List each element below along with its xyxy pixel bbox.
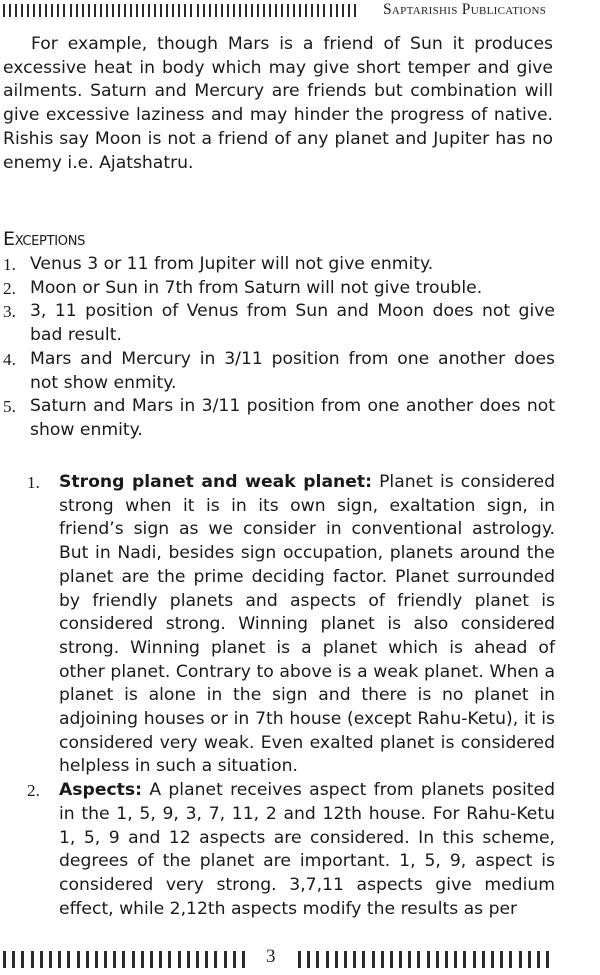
decorative-bar	[293, 4, 295, 17]
list-item	[0, 253, 555, 277]
decorative-bar	[281, 4, 283, 17]
decorative-bar	[269, 4, 271, 17]
decorative-bar	[299, 4, 301, 17]
decorative-bar	[178, 951, 181, 968]
decorative-bar	[39, 4, 41, 17]
decorative-bar	[427, 951, 430, 968]
decorative-bar	[323, 4, 325, 17]
decorative-bar	[275, 4, 277, 17]
decorative-bar	[311, 4, 313, 17]
decorative-bar	[112, 4, 114, 17]
decorative-bar	[150, 951, 153, 968]
decorative-bar	[316, 951, 319, 968]
decorative-bar	[221, 4, 223, 17]
concept-title: Strong planet and weak planet:	[59, 472, 373, 492]
decorative-bar	[3, 4, 5, 17]
decorative-bar	[242, 951, 245, 968]
decorative-bar	[154, 4, 156, 17]
decorative-bar	[482, 951, 485, 968]
section-heading-exceptions: Exceptions	[3, 228, 86, 250]
decorative-bar	[122, 951, 125, 968]
decorative-bar	[168, 951, 171, 968]
decorative-bar	[88, 4, 90, 17]
decorative-bar	[454, 951, 457, 968]
list-item	[0, 300, 555, 347]
decorative-bar	[399, 951, 402, 968]
decorative-bar	[257, 4, 259, 17]
decorative-bar	[63, 4, 65, 17]
publisher-name: Saptarishis Publications	[383, 1, 547, 18]
concepts-list	[0, 471, 555, 921]
decorative-bar	[233, 4, 235, 17]
list-item-number: 4.	[3, 349, 16, 369]
decorative-bar	[473, 951, 476, 968]
decorative-bar	[227, 4, 229, 17]
list-item	[0, 395, 555, 442]
decorative-bar	[287, 4, 289, 17]
decorative-bar	[408, 951, 411, 968]
decorative-bar	[70, 4, 72, 17]
list-item-number: 2.	[27, 781, 40, 801]
decorative-bar	[445, 951, 448, 968]
decorative-bar	[21, 4, 23, 17]
decorative-bar	[519, 951, 522, 968]
decorative-bar	[21, 951, 24, 968]
list-item-number: 5.	[3, 397, 16, 417]
decorative-bar	[58, 951, 61, 968]
decorative-bar	[362, 951, 365, 968]
decorative-bar	[77, 951, 80, 968]
list-item-number: 1.	[27, 473, 40, 492]
list-item	[0, 348, 555, 395]
list-item-text	[59, 779, 555, 921]
decorative-bar	[57, 4, 59, 17]
decorative-bar	[203, 4, 205, 17]
decorative-bar	[31, 951, 34, 968]
decorative-bar	[417, 951, 420, 968]
decorative-bar	[49, 951, 52, 968]
decorative-bar	[190, 4, 192, 17]
decorative-bar	[113, 951, 116, 968]
list-item	[0, 277, 555, 301]
decorative-bar	[86, 951, 89, 968]
decorative-bar	[546, 951, 549, 968]
decorative-bar	[67, 951, 70, 968]
decorative-bar	[124, 4, 126, 17]
decorative-bar	[118, 4, 120, 17]
decorative-bar	[136, 4, 138, 17]
decorative-bar	[178, 4, 180, 17]
decorative-bar	[537, 951, 540, 968]
list-item-text: Mars and Mercury in 3/11 position from one another does not show enmity.	[30, 348, 555, 393]
decorative-bar	[224, 951, 227, 968]
decorative-bar	[3, 951, 6, 968]
decorative-bar	[184, 4, 186, 17]
list-item-number: 1.	[3, 255, 16, 274]
decorative-bar	[239, 4, 241, 17]
decorative-bar	[491, 951, 494, 968]
decorative-bar	[233, 951, 236, 968]
decorative-bar	[104, 951, 107, 968]
decorative-bar	[142, 4, 144, 17]
decorative-bar	[436, 951, 439, 968]
intro-paragraph: For example, though Mars is a friend of Sun it produces excessive heat in body which may give short temper and give ailments. Saturn and Mercury are friends but combination will give excessive laziness and may hinder the progress of native. Rishis say Moon is not a friend of any planet and Jupiter has no enemy i.e. Ajatshatru.	[3, 34, 553, 173]
decorative-bar	[205, 951, 208, 968]
decorative-bar	[500, 951, 503, 968]
decorative-bar	[27, 4, 29, 17]
header-decorative-bars	[3, 3, 360, 17]
decorative-bar	[353, 951, 356, 968]
list-item-text: Venus 3 or 11 from Jupiter will not give enmity.	[30, 254, 434, 274]
decorative-bar	[76, 4, 78, 17]
decorative-bar	[214, 951, 217, 968]
list-item-text: 3, 11 position of Venus from Sun and Moon does not give bad result.	[30, 301, 555, 346]
decorative-bar	[330, 4, 332, 17]
decorative-bar	[9, 4, 11, 17]
decorative-bar	[197, 4, 199, 17]
decorative-bar	[94, 4, 96, 17]
decorative-bar	[159, 951, 162, 968]
decorative-bar	[344, 951, 347, 968]
decorative-bar	[148, 4, 150, 17]
decorative-bar	[215, 4, 217, 17]
concept-item-strong-weak-planet	[0, 471, 555, 779]
concept-item-aspects	[0, 779, 555, 921]
decorative-bar	[348, 4, 350, 17]
decorative-bar	[390, 951, 393, 968]
decorative-bar	[166, 4, 168, 17]
decorative-bar	[528, 951, 531, 968]
decorative-bar	[335, 951, 338, 968]
decorative-bar	[307, 951, 310, 968]
decorative-bar	[12, 951, 15, 968]
decorative-bar	[509, 951, 512, 968]
decorative-bar	[95, 951, 98, 968]
decorative-bar	[463, 951, 466, 968]
concept-title: Aspects:	[59, 780, 143, 801]
decorative-bar	[317, 4, 319, 17]
decorative-bar	[263, 4, 265, 17]
decorative-bar	[187, 951, 190, 968]
decorative-bar	[172, 4, 174, 17]
decorative-bar	[209, 4, 211, 17]
concept-description: A planet receives aspect from planets posited in the 1, 5, 9, 3, 7, 11, 2 and 12th house. For Rahu-Ketu 1, 5, 9 and 12 aspects are considered. In this scheme, degrees of the planet are important. 1, 5, 9, aspect is considered very strong. 3,7,11 aspects give medium effect, while 2,12th aspects modify the results as per	[59, 780, 555, 919]
list-item-number: 3.	[3, 302, 16, 322]
list-item-number: 2.	[3, 278, 16, 298]
decorative-bar	[196, 951, 199, 968]
decorative-bar	[298, 951, 301, 968]
decorative-bar	[15, 4, 17, 17]
decorative-bar	[130, 4, 132, 17]
decorative-bar	[141, 951, 144, 968]
decorative-bar	[381, 951, 384, 968]
decorative-bar	[372, 951, 375, 968]
footer-decorative-bars-left	[3, 950, 251, 968]
decorative-bar	[51, 4, 53, 17]
decorative-bar	[336, 4, 338, 17]
list-item-text: Saturn and Mars in 3/11 position from one another does not show enmity.	[30, 396, 555, 440]
footer-decorative-bars-right	[298, 950, 555, 968]
page-number: 3	[266, 946, 276, 967]
decorative-bar	[33, 4, 35, 17]
decorative-bar	[342, 4, 344, 17]
list-item-text: Moon or Sun in 7th from Saturn will not give trouble.	[30, 277, 483, 298]
decorative-bar	[100, 4, 102, 17]
concept-description: Planet is considered strong when it is in its own sign, exaltation sign, in friend’s sign as we consider in conventional astrology. But in Nadi, besides sign occupation, planets around the planet are the prime deciding factor. Planet surrounded by friendly planets and aspects of friendly planet is considered strong. Winning planet is also considered strong. Winning planet is a planet which is ahead of other planet. Contrary to above is a weak planet. When a planet is alone in the sign and there is no planet in adjoining houses or in 7th house (except Rahu-Ketu), it is considered very weak. Even exalted planet is considered helpless in such a situation.	[59, 472, 555, 777]
decorative-bar	[354, 4, 356, 17]
decorative-bar	[45, 4, 47, 17]
decorative-bar	[326, 951, 329, 968]
decorative-bar	[40, 951, 43, 968]
decorative-bar	[160, 4, 162, 17]
list-item-text	[59, 471, 555, 779]
decorative-bar	[106, 4, 108, 17]
decorative-bar	[251, 4, 253, 17]
decorative-bar	[132, 951, 135, 968]
decorative-bar	[245, 4, 247, 17]
decorative-bar	[305, 4, 307, 17]
decorative-bar	[82, 4, 84, 17]
exceptions-list	[0, 253, 555, 443]
